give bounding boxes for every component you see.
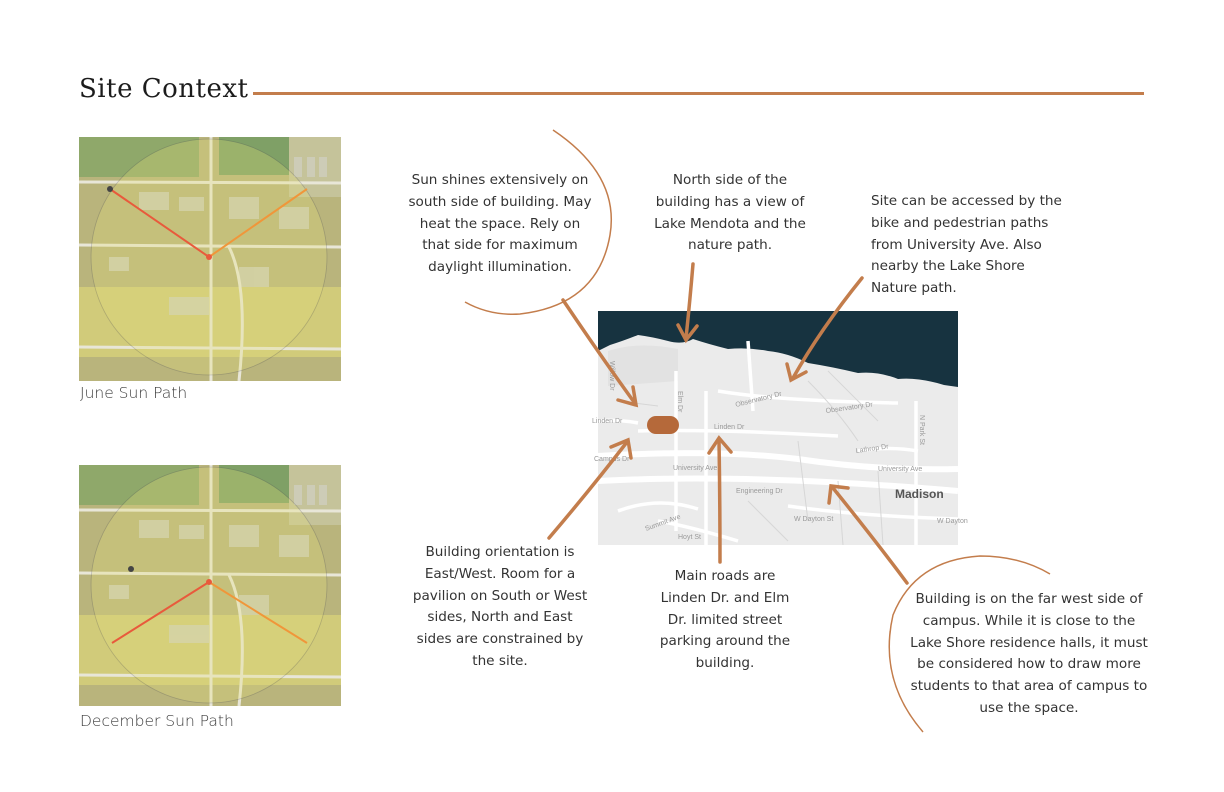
street-label: W Dayton [937, 518, 968, 525]
december-sun-path-caption: December Sun Path [80, 712, 234, 730]
site-map [592, 311, 968, 545]
street-label: Engineering Dr [736, 488, 783, 495]
street-label: Observatory Dr [825, 401, 874, 415]
note-sun-exposure: Sun shines extensively on south side of building. May heat the space. Rely on that side for maximum daylight illumination. [408, 172, 592, 276]
street-label: Linden Dr [714, 424, 745, 431]
page-title: Site Context [79, 74, 249, 104]
street-label: Hoyt St [678, 534, 701, 541]
note-orientation: Building orientation is East/West. Room for a pavilion on South or West sides, North and East sides are constrained by the site. [412, 544, 588, 669]
street-label: Elm Dr [676, 391, 683, 413]
street-label: University Ave [878, 466, 923, 473]
building-marker [647, 416, 679, 434]
street-label: W Dayton St [794, 516, 834, 523]
note-campus-location: Building is on the far west side of campus. While it is close to the Lake Shore residence halls, it must be considered how to draw more students to that area of campus to use the space. [910, 591, 1148, 716]
street-label: University Ave [673, 465, 718, 472]
street-label: Linden Dr [592, 418, 623, 425]
street-label: Observatory Dr [734, 390, 783, 409]
street-label: Willow Dr [608, 361, 615, 391]
june-sun-path-caption: June Sun Path [80, 384, 188, 402]
street-label: Summit Ave [644, 513, 682, 533]
june-sun-path-map [79, 137, 341, 381]
street-label: N Park St [918, 415, 925, 445]
city-label: Madison [895, 487, 944, 501]
note-north-view: North side of the building has a view of Lake Mendota and the nature path. [654, 172, 806, 254]
december-sun-path-map [79, 465, 341, 706]
title-divider [253, 92, 1144, 95]
street-label: Lathrop Dr [855, 443, 890, 455]
note-site-access: Site can be accessed by the bike and pedestrian paths from University Ave. Also nearby the Lake Shore Nature path. [871, 193, 1062, 297]
note-main-roads: Main roads are Linden Dr. and Elm Dr. limited street parking around the building. [659, 568, 791, 672]
street-label: Campus Dr [594, 456, 630, 463]
